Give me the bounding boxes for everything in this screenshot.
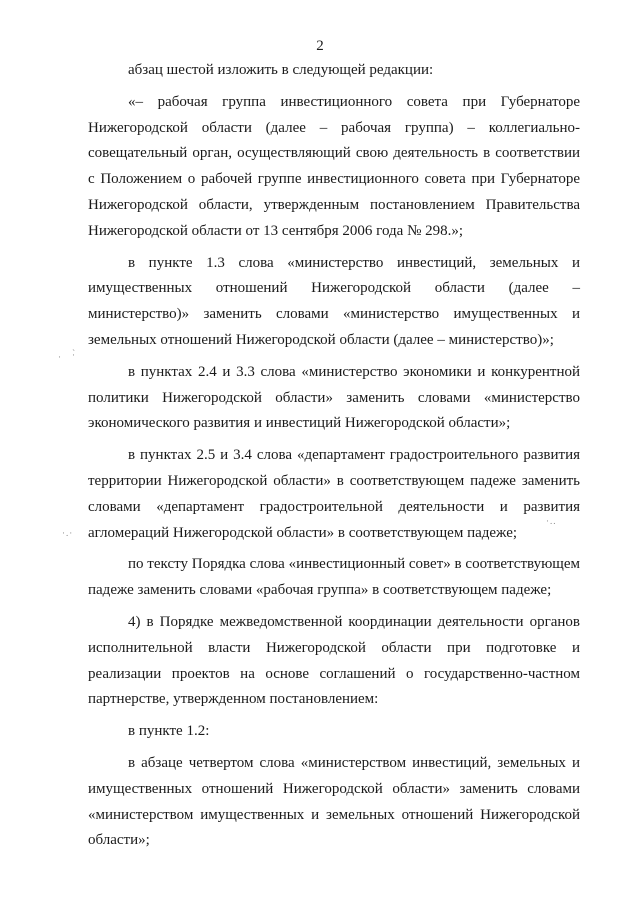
paragraph: 4) в Порядке межведомственной координации деятельности органов исполнительной власти Нижегородской области при подготовке и реализации проектов на основе соглашений о государственно-частном партнерстве, утвержденном постановлением: <box>88 613 580 708</box>
paragraph: в пункте 1.2: <box>128 723 210 740</box>
paragraph: в пункте 1.3 слова «министерство инвестиций, земельных и имущественных отношений Нижегородской области (далее – министерство)» заменить словами «министерство имущественных и земельных отношений Нижегородской области (далее – министерство)»; <box>88 254 580 348</box>
document-body <box>88 58 580 854</box>
scan-artifact: ·̀ <box>72 350 76 360</box>
scan-artifact: ·.· <box>62 528 74 538</box>
paragraph: по тексту Порядка слова «инвестиционный совет» в соответствующем падеже заменить словами «рабочая группа» в соответствующем падеже; <box>88 556 580 599</box>
scan-artifact: · <box>58 352 62 362</box>
paragraph: в абзаце четвертом слова «министерством инвестиций, земельных и имущественных отношений Нижегородской области» заменить словами «министерством имущественных и земельных отношений Нижегородской области»; <box>88 754 580 849</box>
paragraph: в пунктах 2.5 и 3.4 слова «департамент градостроительного развития территории Нижегородской области» в соответствующем падеже заменить словами «департамент градостроительной деятельности и развития агломераций Нижегородской области» в соответствующем падеже; <box>88 447 580 541</box>
paragraph: «– рабочая группа инвестиционного совета при Губернаторе Нижегородской области (далее – рабочая группа) – коллегиально-совещательный орган, осуществляющий свою деятельность в соответствии с Положением о рабочей группе инвестиционного совета при Губернаторе Нижегородской области, утвержденным постановлением Правительства Нижегородской области от 13 сентября 2006 года № 298.»; <box>88 93 580 239</box>
scan-artifact: ·.. <box>546 516 557 526</box>
paragraph: в пунктах 2.4 и 3.3 слова «министерство экономики и конкурентной политики Нижегородской области» заменить словами «министерство экономического развития и инвестиций Нижегородской области»; <box>88 363 580 432</box>
page-number: 2 <box>316 38 324 54</box>
paragraph: абзац шестой изложить в следующей редакции: <box>128 62 434 78</box>
